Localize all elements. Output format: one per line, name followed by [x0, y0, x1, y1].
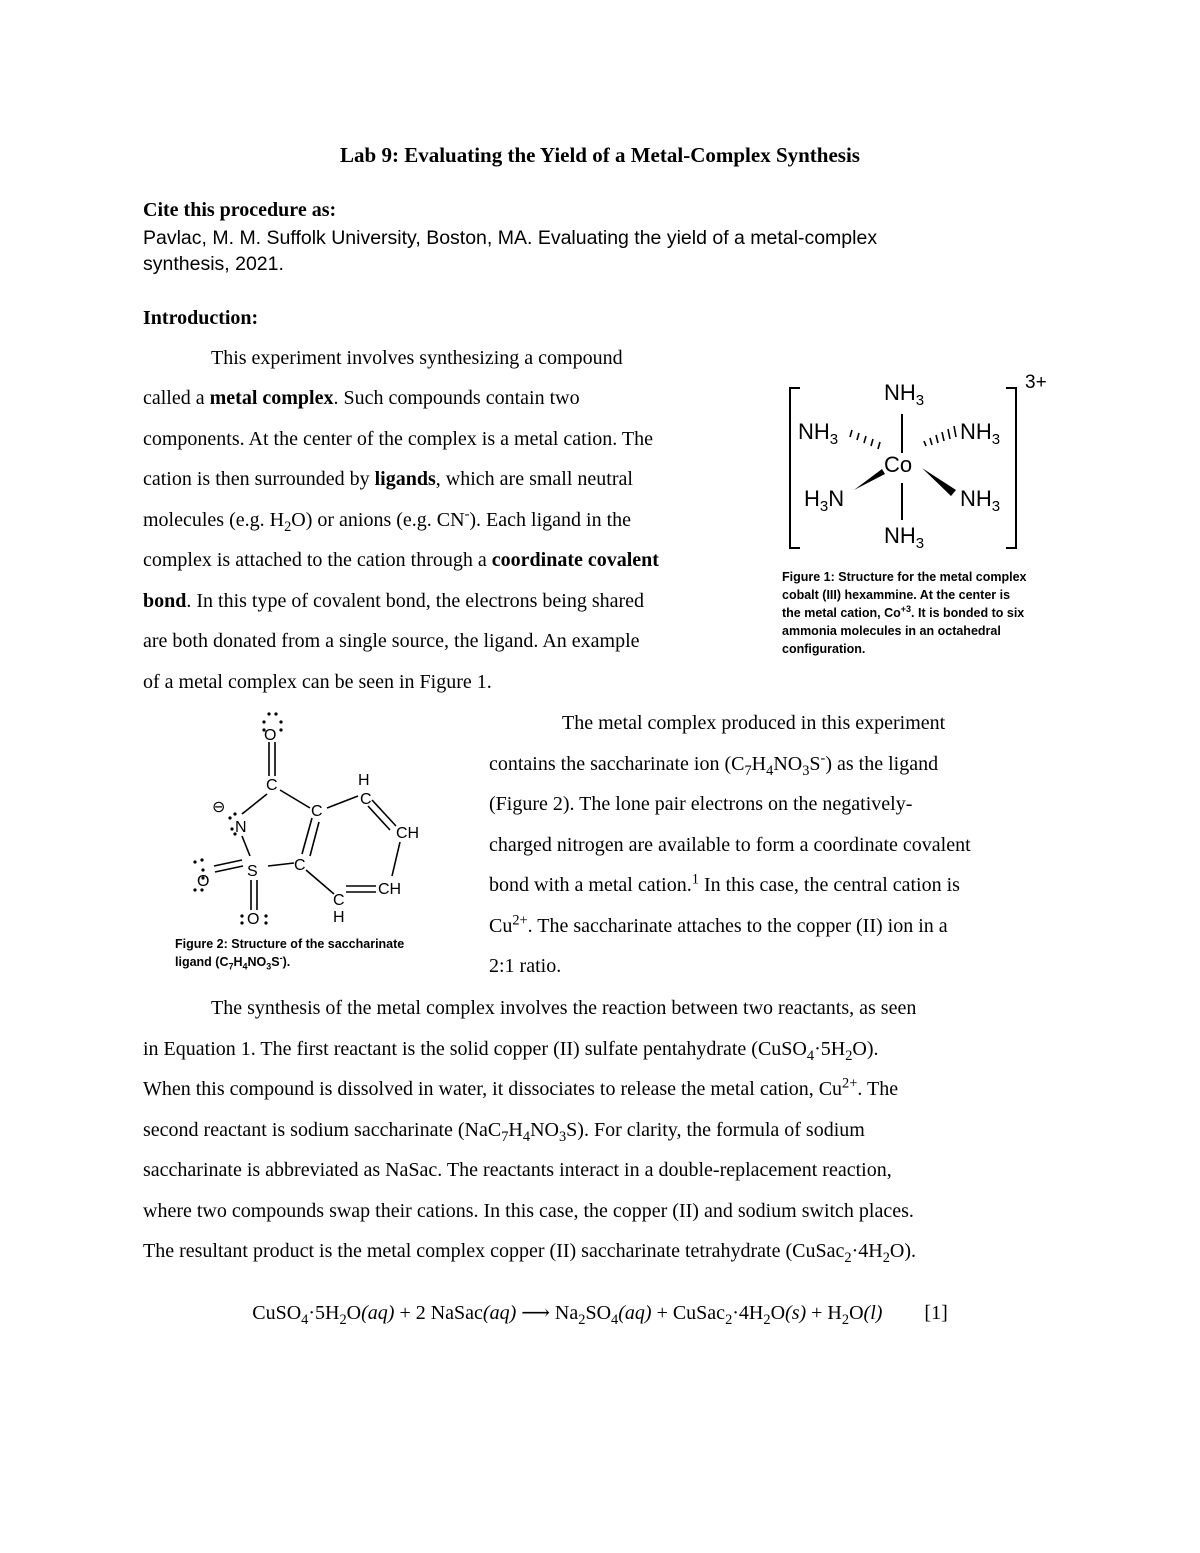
svg-text:C: C — [311, 803, 323, 820]
cobalt-center-label: Co — [884, 452, 913, 477]
figure1-label: Figure 1: — [782, 570, 835, 584]
text-line: The synthesis of the metal complex involves the reaction between two reactants, as seen — [211, 997, 917, 1019]
svg-text:NH3: $NH_3$ — [884, 523, 925, 552]
figure2-label: Figure 2: — [175, 937, 228, 951]
text-line: The resultant product is the metal complex copper (II) saccharinate tetrahydrate $(CuSac_2\cdot 4H_2O)$. — [143, 1240, 916, 1266]
svg-text:H: H — [333, 909, 345, 926]
svg-text:O: O — [264, 727, 277, 744]
svg-text:C: C — [360, 791, 372, 808]
svg-text:O: O — [197, 873, 210, 890]
svg-text:C: C — [266, 777, 278, 794]
text-line: (Figure 2). The lone pair electrons on the negatively- — [489, 793, 913, 815]
svg-text:NH3: $NH_3$ — [798, 419, 839, 448]
text-line: of a metal complex can be seen in Figure 1. — [143, 671, 492, 693]
text-line: 2:1 ratio. — [489, 955, 562, 977]
svg-text:O: O — [247, 911, 260, 928]
equation-number: [1] — [924, 1302, 948, 1324]
figure2-structure — [180, 710, 450, 940]
text-line: called a metal complex. Such compounds contain two — [143, 387, 580, 409]
text-line: charged nitrogen are available to form a coordinate covalent — [489, 834, 971, 856]
svg-text:H3N: $H_3N$ — [804, 486, 845, 515]
svg-text:NH3: $NH_3$ — [884, 380, 925, 409]
text-line: bond with a metal cation.$^1$ In this case, the central cation is — [489, 871, 960, 896]
text-line: The metal complex produced in this experiment — [562, 712, 946, 734]
text-line: molecules (e.g. $H_2O$) or anions (e.g. CN-). Each ligand in the — [143, 506, 632, 535]
negative-charge: ⊖ — [212, 799, 226, 816]
citation-line: synthesis, 2021. — [143, 253, 284, 275]
text-line: components. At the center of the complex is a metal cation. The — [143, 428, 654, 450]
svg-text:C: C — [294, 857, 306, 874]
svg-text:NH3: $NH_3$ — [960, 419, 1001, 448]
text-line: $Cu^{2+}$. The saccharinate attaches to the copper (II) ion in a — [489, 912, 948, 937]
text-line: are both donated from a single source, the ligand. An example — [143, 630, 640, 652]
svg-text:H: H — [358, 772, 370, 789]
equation-1: $CuSO_4\cdot 5H_2O(aq) + 2$ NaSac(aq) ⟶ $Na_2SO_4(aq)$ + $CuSac_2\cdot 4H_2O(s) + H_2O(l)$ [1] — [252, 1302, 948, 1328]
text-line: second reactant is sodium saccharinate $(NaC_7H_4NO_3S)$. For clarity, the formula of sodium — [143, 1119, 865, 1145]
figure1-structure — [780, 360, 1080, 560]
text-line: This experiment involves synthesizing a compound — [211, 347, 623, 369]
svg-text:CH: CH — [378, 881, 402, 898]
svg-text:C: C — [333, 892, 345, 909]
citation-line: Pavlac, M. M. Suffolk University, Boston, MA. Evaluating the yield of a metal-complex — [143, 227, 878, 249]
term-metal-complex: metal complex — [209, 387, 334, 409]
svg-text:N: N — [235, 819, 247, 836]
svg-text:CH: CH — [396, 825, 420, 842]
text-line: bond. In this type of covalent bond, the electrons being shared — [143, 590, 645, 612]
reaction-arrow: ⟶ — [516, 1302, 555, 1324]
charge-label: 3+ — [1025, 372, 1047, 393]
text-line: where two compounds swap their cations. In this case, the copper (II) and sodium switch places. — [143, 1200, 914, 1222]
text-line: in Equation 1. The first reactant is the solid copper (II) sulfate pentahydrate $(CuSO_4\cdot 5H_2O)$. — [143, 1038, 879, 1064]
svg-text:S: S — [247, 863, 258, 880]
term-coordinate-covalent: coordinate covalent — [491, 549, 659, 571]
text-line: saccharinate is abbreviated as NaSac. The reactants interact in a double-replacement reaction, — [143, 1159, 892, 1181]
text-line: complex is attached to the cation through a coordinate covalent — [143, 549, 659, 571]
svg-text:NH3: $NH_3$ — [960, 486, 1001, 515]
page-title: Lab 9: Evaluating the Yield of a Metal-Complex Synthesis — [340, 143, 860, 167]
text-line: cation is then surrounded by ligands, which are small neutral — [143, 468, 633, 490]
text-line: When this compound is dissolved in water, it dissociates to release the metal cation, $Cu^{2+}$. The — [143, 1075, 899, 1100]
term-bond: bond — [143, 590, 187, 612]
cite-heading: Cite this procedure as: — [143, 199, 337, 221]
text-line: contains the saccharinate ion $(C_7H_4NO_3S^-)$ as the ligand — [489, 750, 939, 779]
introduction-heading: Introduction: — [143, 307, 259, 329]
term-ligands: ligands — [374, 468, 436, 490]
